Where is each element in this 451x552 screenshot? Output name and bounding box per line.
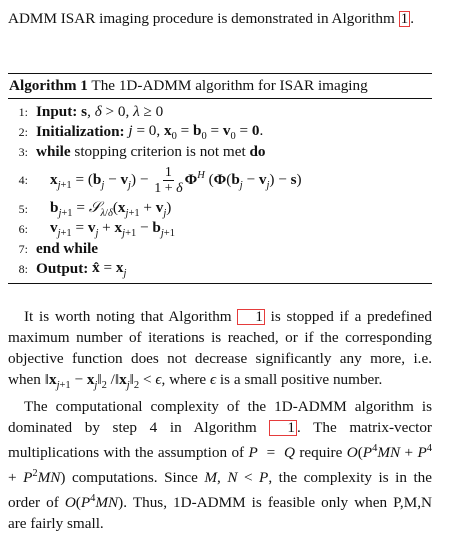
text: The computational complexity of the 1D-ADMM algorithm is dominated by step 4 in Algorithm: [8, 398, 432, 437]
text: It is worth noting that Algorithm: [24, 308, 238, 325]
algo-line-6: [8, 219, 432, 239]
text: , where: [161, 371, 210, 388]
algorithm-ref-link[interactable]: 1: [269, 420, 297, 436]
v-update-equation: $v_{j+1} = v_j + x_{j+1} - b_{j+1}$: [50, 218, 175, 240]
computation-formula: $O(P^4MN + P^4 + P^2MN)$: [8, 443, 432, 487]
algorithm-ref-link[interactable]: 1: [237, 309, 265, 325]
intro-text: ADMM ISAR imaging procedure is demonstrated in Algorithm: [8, 10, 399, 27]
b-update-equation: $b_{j+1}$ = $𝒮_{\lambda/\delta}(x_{j+1} + v_j)$: [50, 198, 172, 220]
assumption-formula: P = Q: [248, 444, 295, 462]
line-number: 5:: [18, 201, 28, 216]
output-expression: x̂ = $x_j$: [92, 258, 127, 280]
initialization-expression: j = 0, $x_0 = b_0 = v_0 = 0$.: [128, 121, 264, 143]
text: is a small positive number.: [216, 371, 383, 388]
input-keyword: Input:: [36, 103, 78, 120]
algo-line-1: [8, 102, 432, 122]
algorithm-title: [8, 74, 432, 99]
text: . Thus, 1D-ADMM is feasible only when P,M,N are fairly small.: [8, 494, 432, 533]
text: , the complexity is in the order of: [8, 469, 433, 512]
initialization-keyword: Initialization:: [36, 123, 125, 140]
output-keyword: Output:: [36, 260, 89, 277]
x-update-equation: $x_{j+1} = (b_j - v_j)$ − $\frac{1}{1 + \delta}$ $\Phi^H$ $(\Phi(b_j - v_j) - s)$: [50, 165, 302, 196]
text: computations. Since: [65, 469, 205, 487]
do-keyword: do: [249, 143, 266, 160]
text: . The matrix-vector multiplications with the assumption of: [8, 419, 432, 462]
complexity-paragraph: [8, 396, 432, 534]
line-number: 1:: [18, 104, 28, 119]
inequality-formula: M, N < P: [204, 469, 269, 487]
while-condition: stopping criterion is not met: [74, 143, 246, 160]
stopping-criterion-paragraph: [8, 306, 432, 396]
intro-period: .: [410, 10, 415, 27]
line-number: 7:: [18, 241, 28, 256]
page: [8, 8, 432, 534]
line-number: 2:: [18, 124, 28, 139]
text: require: [294, 444, 347, 462]
algorithm-label: Algorithm 1: [9, 77, 88, 94]
end-while-keyword: end while: [36, 240, 99, 257]
algorithm-ref-link[interactable]: 1: [400, 10, 409, 27]
order-formula: $O(P^4MN)$: [64, 493, 124, 512]
input-expression: s, δ > 0, λ ≥ 0: [81, 103, 164, 120]
algo-line-4: [8, 162, 432, 199]
intro-paragraph: [8, 8, 432, 50]
algorithm-box: [8, 73, 432, 284]
algo-line-2: [8, 122, 432, 142]
fraction: $\frac{1}{1 + \delta}$: [154, 165, 183, 196]
stopping-formula: $‖x_{j+1}$ − $x_j‖_2$ $/‖x_j‖_2 < \epsilon$: [44, 371, 162, 392]
algo-line-5: [8, 199, 432, 219]
line-number: 8:: [18, 261, 28, 276]
epsilon-symbol: ϵ: [209, 371, 217, 388]
while-keyword: while: [36, 143, 71, 160]
algorithm-title-text: The 1D-ADMM algorithm for ISAR imaging: [91, 77, 368, 94]
algo-line-3: [8, 142, 432, 162]
line-number: 4:: [18, 173, 28, 187]
line-number: 6:: [18, 221, 28, 236]
line-number: 3:: [18, 144, 28, 159]
text: is stopped if a predefined maximum number of iterations is reached, or if the corresponding objective function does not decrease significantly any more, i.e. when: [8, 308, 432, 388]
algo-line-7: [8, 239, 432, 259]
algorithm-body: [8, 99, 432, 283]
discussion-section: [8, 306, 432, 534]
algo-line-8: [8, 259, 432, 279]
